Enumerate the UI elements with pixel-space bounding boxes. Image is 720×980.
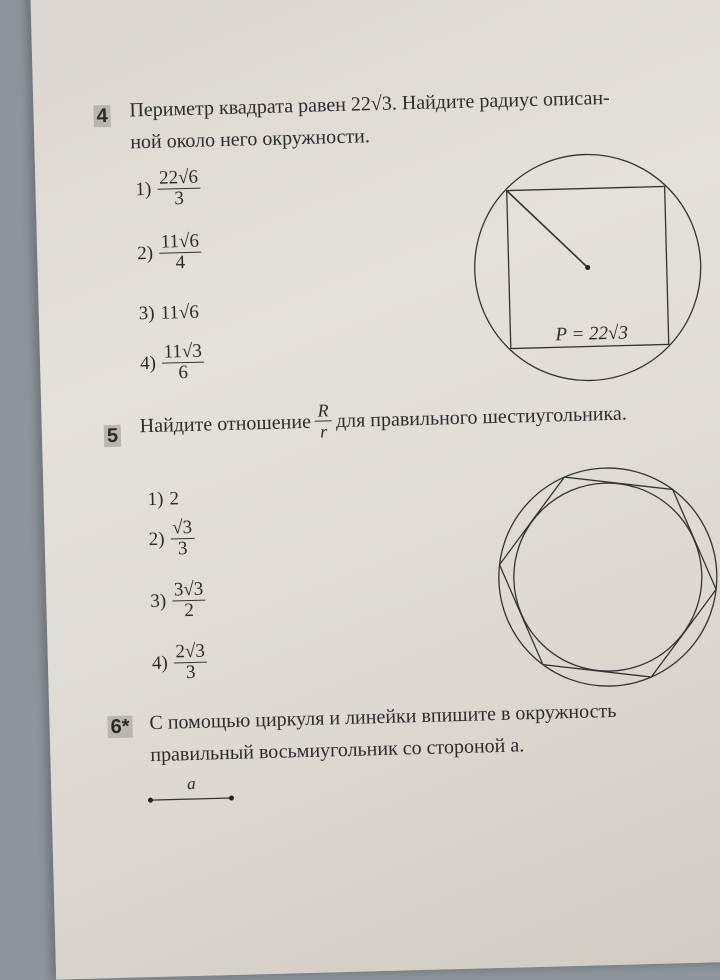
fraction-denominator: r <box>319 421 328 442</box>
option-value: 11√6 <box>160 301 200 324</box>
task-5-question <box>139 390 720 447</box>
task-4-line-2: ной около него окружности. <box>129 125 371 154</box>
option-denominator: 4 <box>175 252 186 274</box>
task-5-option-4[interactable] <box>151 642 207 684</box>
option-denominator: 6 <box>178 362 189 384</box>
option-label: 1) <box>147 488 164 511</box>
option-numerator: 11√6 <box>158 232 201 254</box>
segment-line <box>151 798 232 800</box>
task-5-option-3[interactable] <box>150 580 206 622</box>
task-6-number: 6* <box>107 716 132 739</box>
option-label: 2) <box>148 528 165 550</box>
option-numerator: 22√6 <box>157 168 200 190</box>
task-5-number: 5 <box>104 425 122 447</box>
task-5-option-1[interactable] <box>147 488 179 511</box>
option-numerator: √3 <box>170 518 194 540</box>
hexagon <box>489 471 720 683</box>
fraction-numerator: R <box>314 400 332 421</box>
segment-a <box>147 793 237 805</box>
segment-endpoint <box>229 795 234 800</box>
option-denominator: 3 <box>185 661 196 684</box>
task-4-number: 4 <box>93 105 111 127</box>
task-5-option-2[interactable] <box>148 518 195 560</box>
perimeter-label: P = 22√3 <box>555 322 629 346</box>
option-label: 4) <box>139 352 157 374</box>
task-4-option-3[interactable] <box>138 302 199 326</box>
question-text-before: Найдите отношение <box>139 410 312 437</box>
option-label: 3) <box>150 590 167 612</box>
option-denominator: 3 <box>174 188 185 210</box>
task-4-option-1[interactable] <box>135 168 201 211</box>
segment-label: a <box>186 773 196 794</box>
task-6-line-2: правильный восьмиугольник со стороной a. <box>150 734 525 767</box>
option-denominator: 3 <box>177 538 188 560</box>
circumscribed-circle <box>496 465 720 689</box>
task-4-option-4[interactable] <box>140 342 205 385</box>
task-4-line-1: Периметр квадрата равен 22√3. Найдите радиус описан- <box>129 86 610 122</box>
task-6-line-1: С помощью циркуля и линейки впишите в окружность <box>149 699 617 735</box>
radius-line <box>507 189 588 270</box>
option-label: 3) <box>138 302 155 325</box>
question-text-after: для правильного шестиугольника. <box>335 402 628 432</box>
task-4-option-2[interactable] <box>137 232 202 275</box>
option-label: 1) <box>135 178 152 200</box>
option-label: 4) <box>151 652 169 674</box>
option-numerator: 11√3 <box>161 342 204 364</box>
segment-endpoint <box>148 798 153 803</box>
option-numerator: 2√3 <box>173 642 207 664</box>
option-label: 2) <box>136 242 154 264</box>
option-numerator: 3√3 <box>172 580 206 602</box>
workbook-page <box>30 0 720 980</box>
option-value: 2 <box>169 488 180 510</box>
task-4-figure <box>471 151 707 387</box>
option-denominator: 2 <box>184 599 195 622</box>
task-5-figure <box>495 464 720 690</box>
